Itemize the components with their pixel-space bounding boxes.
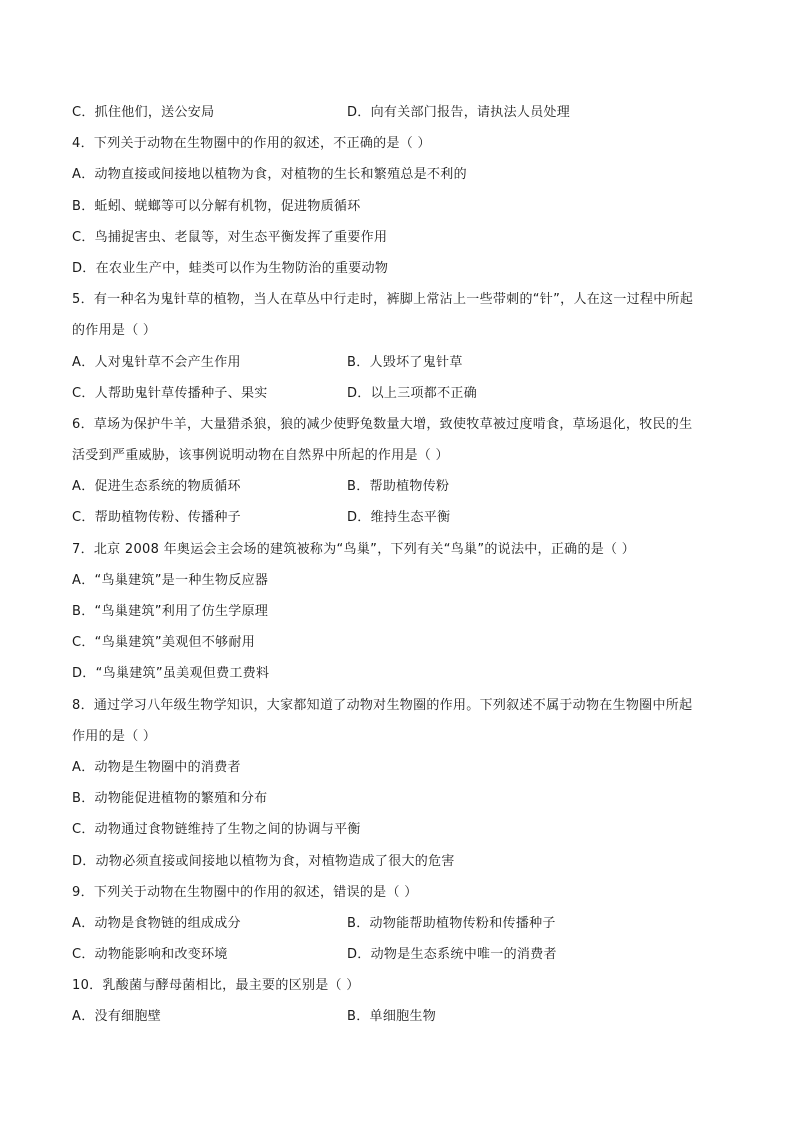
option-a: A．动物是生物圈中的消费者	[72, 759, 241, 775]
option-row	[72, 347, 722, 378]
question-stem: 10．乳酸菌与酵母菌相比，最主要的区别是（ ）	[72, 978, 360, 994]
option-a: A．“鸟巢建筑”是一种生物反应器	[72, 572, 269, 588]
option-row	[72, 378, 722, 409]
option-a: A．动物是食物链的组成成分	[72, 915, 241, 931]
option-d: D．维持生态平衡	[347, 510, 451, 526]
option-row	[72, 908, 722, 939]
option-c: C．帮助植物传粉、传播种子	[72, 510, 241, 526]
question-stem: 活受到严重威胁，该事例说明动物在自然界中所起的作用是（ ）	[72, 448, 449, 464]
option-a: A．动物直接或间接地以植物为食，对植物的生长和繁殖总是不利的	[72, 167, 467, 183]
option-c: C．动物能影响和改变环境	[72, 947, 228, 963]
option-a: A．人对鬼针草不会产生作用	[72, 354, 241, 370]
option-b: B．动物能帮助植物传粉和传播种子	[347, 915, 556, 931]
question-block	[72, 690, 722, 877]
option-c: C．人帮助鬼针草传播种子、果实	[72, 385, 268, 401]
option-row	[72, 1001, 722, 1032]
question-stem: 6．草场为保护牛羊，大量猎杀狼，狼的减少使野兔数量大增，致使牧草被过度啃食，草场退化，牧民的生	[72, 416, 693, 432]
option-b: B．人毁坏了鬼针草	[347, 354, 463, 370]
question-block	[72, 128, 722, 284]
question-block	[72, 534, 722, 690]
question-block	[72, 970, 722, 1032]
option-row	[72, 471, 722, 502]
question-stem: 5．有一种名为鬼针草的植物，当人在草丛中行走时，裤脚上常沾上一些带刺的“针”，人在这一过程中所起	[72, 292, 694, 308]
question-stem: 4．下列关于动物在生物圈中的作用的叙述，不正确的是（ ）	[72, 136, 431, 152]
question-stem: 7．北京 2008 年奥运会主会场的建筑被称为“鸟巢”，下列有关“鸟巢”的说法中，正确的是（ ）	[72, 541, 636, 557]
question-block	[72, 284, 722, 409]
question-3-options-cd	[72, 97, 722, 128]
question-stem: 9．下列关于动物在生物圈中的作用的叙述，错误的是（ ）	[72, 884, 418, 900]
question-block	[72, 877, 722, 971]
question-list	[72, 97, 722, 1033]
option-b: B．单细胞生物	[347, 1009, 437, 1025]
option-d: D．在农业生产中，蛙类可以作为生物防治的重要动物	[72, 260, 389, 276]
option-d: D．以上三项都不正确	[347, 385, 478, 401]
option-a: A．促进生态系统的物质循环	[72, 479, 241, 495]
option-c: C．“鸟巢建筑”美观但不够耐用	[72, 635, 256, 651]
option-d: D．“鸟巢建筑”虽美观但费工费料	[72, 666, 270, 682]
question-block	[72, 409, 722, 534]
question-stem: 作用的是（ ）	[72, 728, 157, 744]
option-b: B．动物能促进植物的繁殖和分布	[72, 791, 268, 807]
option-b: B．帮助植物传粉	[347, 479, 450, 495]
option-c: C．鸟捕捉害虫、老鼠等，对生态平衡发挥了重要作用	[72, 229, 388, 245]
option-c: C．抓住他们，送公安局	[72, 105, 215, 120]
option-d: D．动物是生态系统中唯一的消费者	[347, 947, 557, 963]
option-c: C．动物通过食物链维持了生物之间的协调与平衡	[72, 822, 361, 838]
option-b: B．“鸟巢建筑”利用了仿生学原理	[72, 604, 269, 619]
option-d: D．动物必须直接或间接地以植物为食，对植物造成了很大的危害	[72, 853, 455, 869]
option-d: D．向有关部门报告，请执法人员处理	[347, 105, 571, 120]
option-b: B．蚯蚓、蜣螂等可以分解有机物，促进物质循环	[72, 198, 361, 214]
option-a: A．没有细胞壁	[72, 1009, 161, 1025]
option-row	[72, 502, 722, 533]
option-row	[72, 939, 722, 970]
question-stem: 的作用是（ ）	[72, 323, 157, 339]
question-stem: 8．通过学习八年级生物学知识，大家都知道了动物对生物圈的作用。下列叙述不属于动物在生物圈中所起	[72, 697, 693, 713]
